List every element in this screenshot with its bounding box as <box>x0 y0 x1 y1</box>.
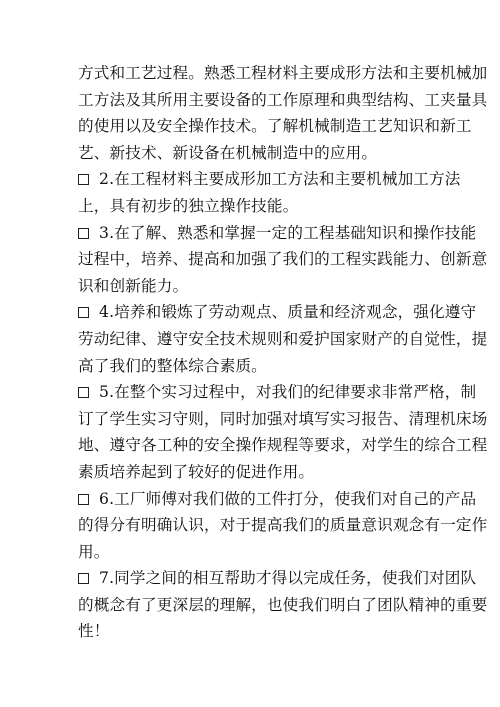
line-text: 工方法及其所用主要设备的工作原理和典型结构、工夹量具 <box>78 90 488 109</box>
checkbox-square-icon <box>78 494 89 505</box>
list-item-4 <box>78 299 477 326</box>
line-text: 5.在整个实习过程中，对我们的纪律要求非常严格，制 <box>99 383 477 402</box>
line-text: 上，具有初步的独立操作技能。 <box>78 196 299 215</box>
line-text: 的概念有了更深层的理解，也使我们明白了团队精神的重要 <box>78 595 488 614</box>
line-text: 6.工厂师傅对我们做的工件打分，使我们对自己的产品 <box>99 489 477 508</box>
text-line <box>78 60 488 87</box>
line-text: 4.培养和锻炼了劳动观点、质量和经济观念，强化遵守 <box>99 303 477 322</box>
text-line <box>78 459 428 486</box>
list-item-7 <box>78 565 477 592</box>
checkbox-square-icon <box>78 174 89 185</box>
line-text: 的使用以及安全操作技术。了解机械制造工艺知识和新工 <box>78 117 472 136</box>
text-line <box>78 618 428 645</box>
text-line <box>78 193 428 220</box>
checkbox-square-icon <box>78 307 89 318</box>
document-body <box>78 60 488 645</box>
text-line <box>78 246 488 273</box>
line-text: 素质培养起到了较好的促进作用。 <box>78 462 315 481</box>
checkbox-square-icon <box>78 228 89 239</box>
text-line <box>78 113 472 140</box>
text-line <box>78 539 428 566</box>
checkbox-square-icon <box>78 573 89 584</box>
text-line <box>78 273 428 300</box>
text-line <box>78 87 488 114</box>
list-item-6 <box>78 486 477 513</box>
text-line <box>78 592 488 619</box>
text-line <box>78 406 488 433</box>
text-line <box>78 353 428 380</box>
line-text: 劳动纪律、遵守安全技术规则和爱护国家财产的自觉性，提 <box>78 329 488 348</box>
checkbox-square-icon <box>78 387 89 398</box>
list-item-2 <box>78 166 461 193</box>
text-line <box>78 140 428 167</box>
line-text: 过程中，培养、提高和加强了我们的工程实践能力、创新意 <box>78 250 488 269</box>
line-text: 用。 <box>78 542 110 561</box>
line-text: 7.同学之间的相互帮助才得以完成任务，使我们对团队 <box>99 569 477 588</box>
line-text: 艺、新技术、新设备在机械制造中的应用。 <box>78 143 378 162</box>
text-line <box>78 326 488 353</box>
list-item-5 <box>78 379 477 406</box>
line-text: 识和创新能力。 <box>78 276 189 295</box>
line-text: 高了我们的整体综合素质。 <box>78 356 267 375</box>
list-item-3 <box>78 220 477 247</box>
line-text: 2.在工程材料主要成形加工方法和主要机械加工方法 <box>99 170 461 189</box>
line-text: 的得分有明确认识，对于提高我们的质量意识观念有一定作 <box>78 516 488 535</box>
line-text: 3.在了解、熟悉和掌握一定的工程基础知识和操作技能 <box>99 223 477 242</box>
line-text: 地、遵守各工种的安全操作规程等要求，对学生的综合工程 <box>78 436 488 455</box>
text-line <box>78 432 488 459</box>
text-line <box>78 512 488 539</box>
line-text: 订了学生实习守则，同时加强对填写实习报告、清理机床场 <box>78 409 488 428</box>
line-text: 性！ <box>78 622 110 641</box>
line-text: 方式和工艺过程。熟悉工程材料主要成形方法和主要机械加 <box>78 64 488 82</box>
